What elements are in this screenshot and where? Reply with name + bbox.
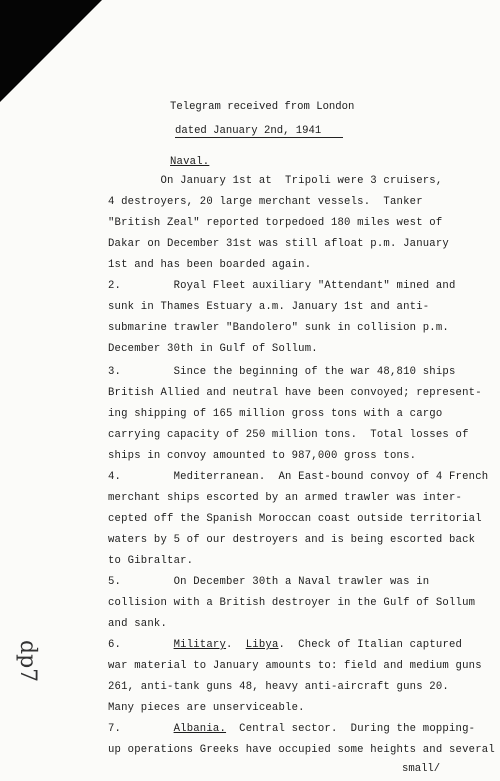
text-line: British Allied and neutral have been convoyed; represent-	[108, 387, 482, 399]
separator: .	[226, 639, 246, 651]
text-line: 261, anti-tank guns 48, heavy anti-aircraft guns 20.	[108, 681, 449, 693]
paragraph-number: 7.	[108, 723, 174, 735]
text-line: war material to January amounts to: field and medium guns	[108, 660, 482, 672]
catchword: small/	[402, 763, 441, 775]
text-line: December 30th in Gulf of Sollum.	[108, 343, 318, 355]
text-line: 2. Royal Fleet auxiliary "Attendant" mined and	[108, 280, 456, 292]
lead-text: . Check of Italian captured	[278, 639, 463, 651]
text-line: collision with a British destroyer in the Gulf of Sollum	[108, 597, 476, 609]
date-underline	[175, 137, 343, 138]
text-line: carrying capacity of 250 million tons. Total losses of	[108, 429, 469, 441]
text-line: sunk in Thames Estuary a.m. January 1st and anti-	[108, 301, 430, 313]
telegram-date: dated January 2nd, 1941	[175, 125, 322, 137]
text-line: up operations Greeks have occupied some heights and several	[108, 744, 495, 756]
lead-text: Central sector. During the mopping-	[226, 723, 476, 735]
text-line: submarine trawler "Bandolero" sunk in collision p.m.	[108, 322, 449, 334]
section-heading-naval: Naval.	[170, 156, 210, 168]
text-line: ing shipping of 165 million gross tons with a cargo	[108, 408, 443, 420]
text-line: merchant ships escorted by an armed trawler was inter-	[108, 492, 463, 504]
text-line: Dakar on December 31st was still afloat p.m. January	[108, 238, 449, 250]
text-line: to Gibraltar.	[108, 555, 194, 567]
text-line: cepted off the Spanish Moroccan coast outside territorial	[108, 513, 482, 525]
telegram-title: Telegram received from London	[170, 101, 355, 113]
text-line: "British Zeal" reported torpedoed 180 miles west of	[108, 217, 443, 229]
text-line: 5. On December 30th a Naval trawler was in	[108, 576, 430, 588]
paragraph-7-lead	[108, 723, 475, 735]
heading-libya: Libya	[245, 639, 279, 651]
paragraph-6-lead	[108, 639, 462, 651]
heading-albania: Albania.	[173, 723, 227, 735]
text-line: waters by 5 of our destroyers and is being escorted back	[108, 534, 476, 546]
text-line: ships in convoy amounted to 987,000 gross tons.	[108, 450, 417, 462]
text-line: 4 destroyers, 20 large merchant vessels. Tanker	[108, 196, 423, 208]
text-line: and sank.	[108, 618, 168, 630]
paragraph-number: 6.	[108, 639, 174, 651]
text-line: Many pieces are unserviceable.	[108, 702, 305, 714]
heading-military: Military	[173, 639, 227, 651]
margin-handwritten-annotation: dp7	[15, 640, 40, 683]
text-line: 3. Since the beginning of the war 48,810 ships	[108, 366, 456, 378]
text-line: 4. Mediterranean. An East-bound convoy of 4 French	[108, 471, 489, 483]
text-line: On January 1st at Tripoli were 3 cruisers,	[108, 175, 443, 187]
text-line: 1st and has been boarded again.	[108, 259, 312, 271]
scan-corner-shadow	[0, 0, 102, 102]
